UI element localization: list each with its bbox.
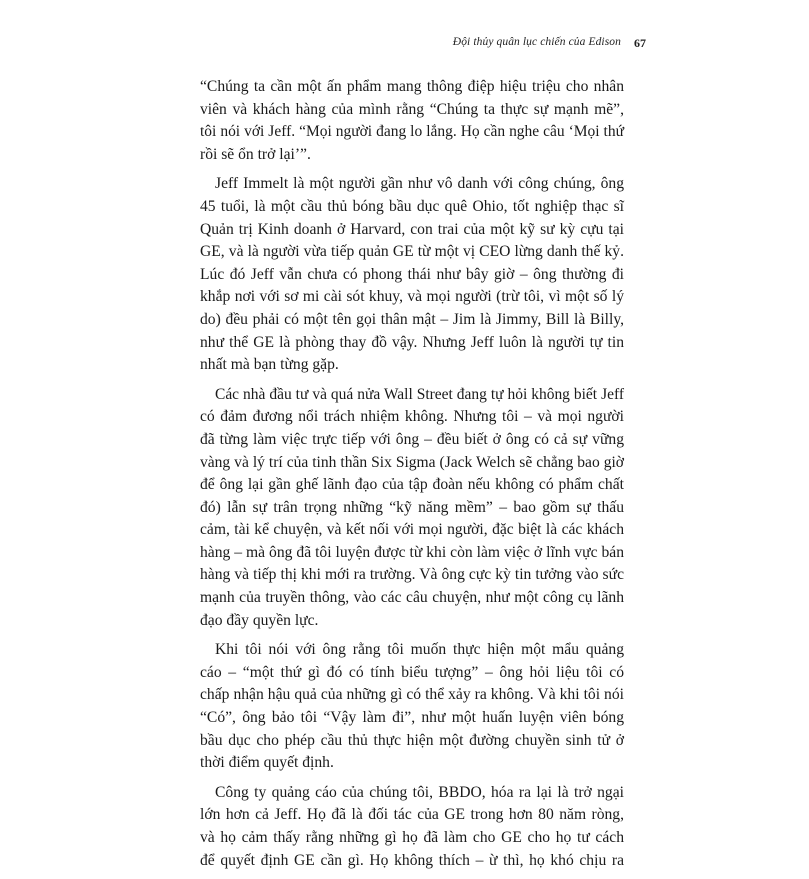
text-line: hàng và tiếp thị khi mới ra trường. Và ông cực kỳ tin tưởng vào sức <box>200 566 624 584</box>
text-line: và họ cảm thấy rằng những gì họ đã làm cho GE cho họ tư cách <box>200 829 624 846</box>
text-line: vàng và lý trí của tinh thần Six Sigma (Jack Welch sẽ chẳng bao giờ <box>200 453 624 471</box>
paragraph-3 <box>200 384 624 633</box>
text-line: rồi sẽ ổn trở lại’”. <box>200 145 311 163</box>
text-line: Lúc đó Jeff vẫn chưa có phong thái như bây giờ – ông thường đi <box>200 265 624 283</box>
text-line: lớn hơn cả Jeff. Họ đã là đối tác của GE trong hơn 80 năm ròng, <box>200 806 624 824</box>
text-line: Quản trị Kinh doanh ở Harvard, con trai của một kỹ sư kỳ cựu tại <box>200 220 624 238</box>
text-line: đã từng làm việc trực tiếp với ông – đều biết ở ông có cả sự vững <box>200 430 624 448</box>
text-line: có đảm đương nổi trách nhiệm không. Nhưng tôi – và mọi người <box>200 408 624 426</box>
text-line: bầu dục cho phép cầu thủ thực hiện một đường chuyền sinh tử ở <box>200 731 624 749</box>
text-line: đó) lẫn sự trân trọng những “kỹ năng mềm” – bao gồm sự thấu <box>200 498 624 516</box>
text-line: mạnh của truyền thông, vào các câu chuyện, như một công cụ lãnh <box>200 589 624 607</box>
text-line: như thể GE là phòng thay đồ vậy. Nhưng Jeff luôn là người tự tin <box>200 333 624 351</box>
text-line: nhất mà bạn từng gặp. <box>200 356 339 374</box>
text-line: cáo – “một thứ gì đó có tính biểu tượng” – ông hỏi liệu tôi có <box>200 663 624 681</box>
text-line: Các nhà đầu tư và quá nửa Wall Street đang tự hỏi không biết Jeff <box>215 385 624 403</box>
text-line: 45 tuổi, là một cầu thủ bóng bầu dục quê Ohio, tốt nghiệp thạc sĩ <box>200 197 624 215</box>
paragraph-4 <box>200 639 624 775</box>
text-line: thời điểm quyết định. <box>200 754 334 772</box>
text-line: “Chúng ta cần một ấn phẩm mang thông điệp hiệu triệu cho nhân <box>200 78 624 95</box>
text-line: tôi nói với Jeff. “Mọi người đang lo lắng. Họ cần nghe câu ‘Mọi thứ <box>200 123 624 141</box>
body-text <box>200 76 624 879</box>
text-line: “Có”, ông bảo tôi “Vậy làm đi”, như một huấn luyện viên bóng <box>200 709 624 727</box>
text-line: cảm, tài kể chuyện, và kết nối với mọi người, đặc biệt là các khách <box>200 521 624 539</box>
paragraph-1 <box>200 76 624 166</box>
text-line: khắp nơi với sơ mi cài sót khuy, và mọi người (trừ tôi, vì một số lý <box>200 288 624 306</box>
text-line: do) đều phải có một tên gọi thân mật – Jim là Jimmy, Bill là Billy, <box>200 310 624 328</box>
text-line: Jeff Immelt là một người gần như vô danh với công chúng, ông <box>215 175 624 193</box>
text-line: Công ty quảng cáo của chúng tôi, BBDO, hóa ra lại là trở ngại <box>215 783 624 801</box>
paragraph-2 <box>200 173 624 376</box>
text-line: để ông lại gần ghế lãnh đạo của tập đoàn nếu không có phẩm chất <box>200 476 624 494</box>
text-line: hàng – mà ông đã tôi luyện được từ khi còn làm việc ở lĩnh vực bán <box>200 543 624 561</box>
text-line: đạo đầy quyền lực. <box>200 611 319 629</box>
paragraph-5 <box>200 782 624 872</box>
text-line: chấp nhận hậu quả của những gì có thể xảy ra không. Và khi tôi nói <box>200 686 624 704</box>
text-line: Khi tôi nói với ông rằng tôi muốn thực hiện một mẩu quảng <box>215 641 624 659</box>
text-line: GE, và là người vừa tiếp quản GE từ một vị CEO lừng danh thế kỷ. <box>200 243 624 261</box>
running-header: Đội thủy quân lục chiến của Edison <box>452 36 621 48</box>
page-number: 67 <box>634 36 646 50</box>
text-line: để quyết định GE cần gì. Họ không thích – ừ thì, họ khó chịu ra <box>200 851 624 869</box>
text-line: viên và khách hàng của mình rằng “Chúng ta thực sự mạnh mẽ”, <box>200 100 624 118</box>
